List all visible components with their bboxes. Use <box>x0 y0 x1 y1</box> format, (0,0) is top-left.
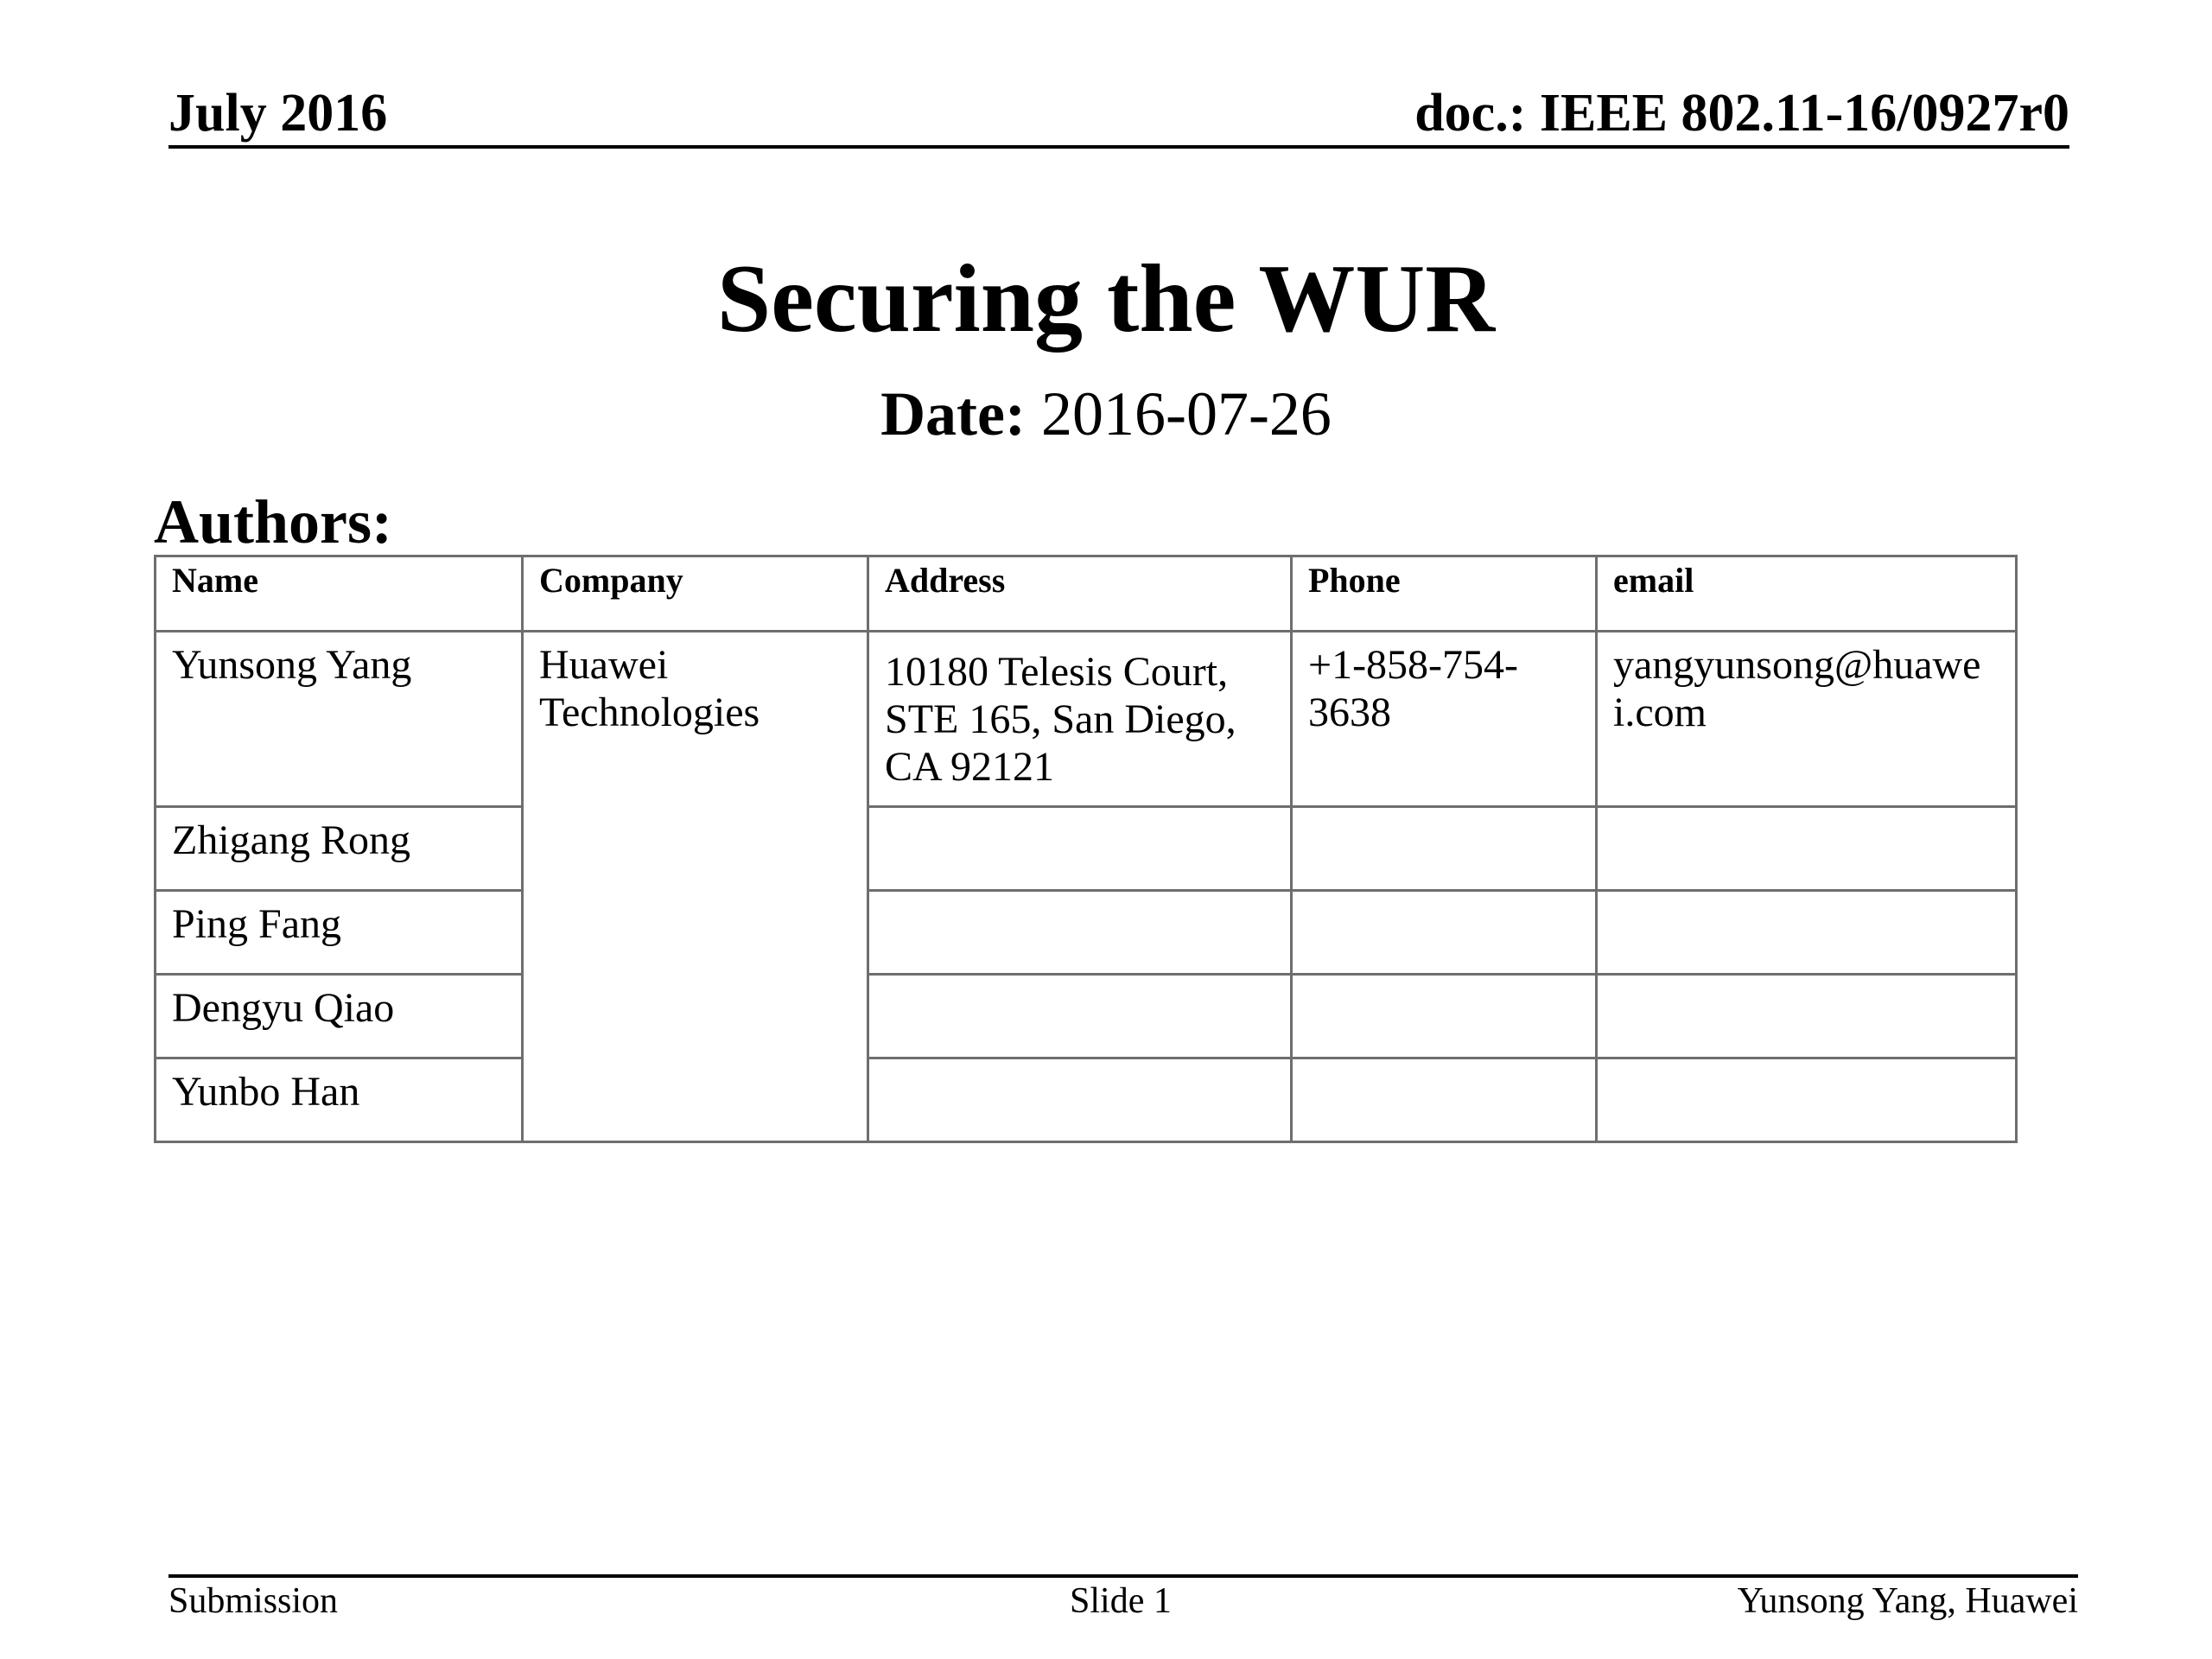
table-row <box>156 632 2017 807</box>
column-header-email: email <box>1597 556 2017 632</box>
table-row <box>156 891 2017 975</box>
author-name: Yunbo Han <box>156 1058 523 1142</box>
author-address <box>868 891 1292 975</box>
column-header-name: Name <box>156 556 523 632</box>
author-address <box>868 975 1292 1058</box>
slide-title: Securing the WUR <box>716 245 1496 353</box>
authors-table <box>154 555 2018 1143</box>
author-phone <box>1292 891 1597 975</box>
header-divider <box>168 145 2069 149</box>
header-doc-id: doc.: IEEE 802.11-16/0927r0 <box>1414 84 2069 143</box>
author-phone <box>1292 975 1597 1058</box>
author-name: Yunsong Yang <box>156 632 523 807</box>
footer-slide-number: Slide 1 <box>1070 1581 1172 1621</box>
author-address <box>868 1058 1292 1142</box>
footer-author: Yunsong Yang, Huawei <box>1737 1581 2078 1621</box>
author-email <box>1597 975 2017 1058</box>
author-name: Ping Fang <box>156 891 523 975</box>
author-address: 10180 Telesis Court, STE 165, San Diego, CA 92121 <box>868 632 1292 807</box>
footer-submission: Submission <box>168 1581 339 1621</box>
author-name: Dengyu Qiao <box>156 975 523 1058</box>
author-company: Huawei Technologies <box>523 632 868 1142</box>
author-email <box>1597 807 2017 891</box>
date-line <box>0 380 2212 448</box>
column-header-company: Company <box>523 556 868 632</box>
author-address <box>868 807 1292 891</box>
author-name: Zhigang Rong <box>156 807 523 891</box>
author-email: yangyunsong@huawei.com <box>1597 632 2017 807</box>
authors-heading: Authors: <box>154 487 393 556</box>
column-header-address: Address <box>868 556 1292 632</box>
table-header-row <box>156 556 2017 632</box>
header-date: July 2016 <box>168 84 388 143</box>
table-row <box>156 1058 2017 1142</box>
table-row <box>156 975 2017 1058</box>
date-value: 2016-07-26 <box>1040 379 1332 448</box>
author-phone <box>1292 1058 1597 1142</box>
author-email <box>1597 1058 2017 1142</box>
table-row <box>156 807 2017 891</box>
author-phone: +1-858-754-3638 <box>1292 632 1597 807</box>
author-email <box>1597 891 2017 975</box>
author-phone <box>1292 807 1597 891</box>
column-header-phone: Phone <box>1292 556 1597 632</box>
date-label: Date: <box>880 379 1026 448</box>
footer-divider <box>168 1574 2078 1578</box>
